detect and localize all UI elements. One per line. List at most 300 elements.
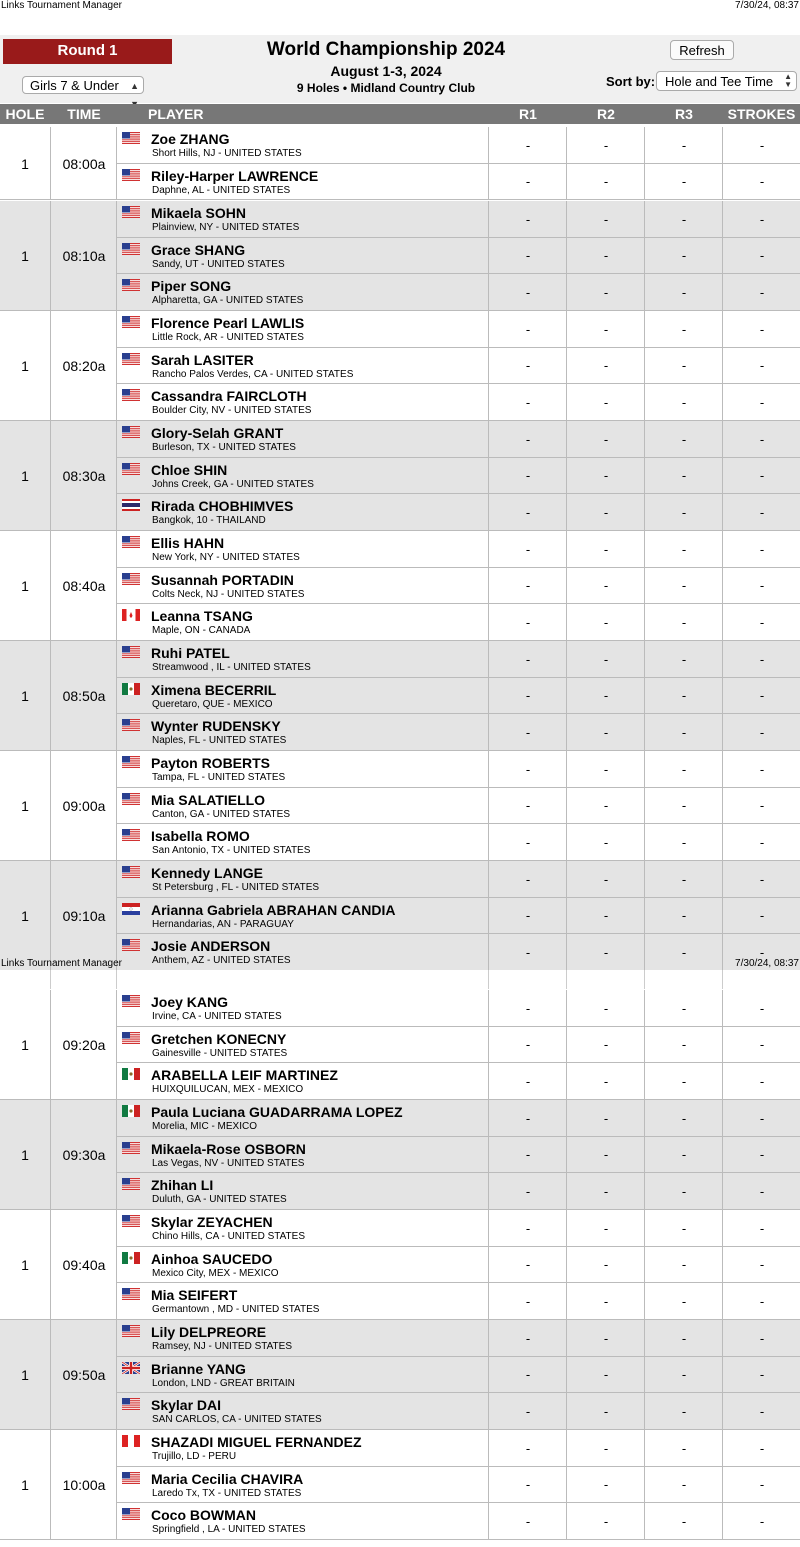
hole-cell: 1 xyxy=(21,1147,29,1163)
tee-time-cell: 08:40a xyxy=(62,578,106,594)
player-name[interactable]: Ximena BECERRIL xyxy=(151,682,277,698)
score-r2: - xyxy=(603,798,609,813)
player-location: San Antonio, TX - UNITED STATES xyxy=(152,845,311,856)
score-strokes: - xyxy=(759,468,765,483)
player-row[interactable] xyxy=(117,898,800,934)
score-r3: - xyxy=(681,1403,687,1419)
score-strokes: - xyxy=(759,798,765,813)
player-name[interactable]: Rirada CHOBHIMVES xyxy=(151,498,294,514)
score-strokes: - xyxy=(759,1147,765,1162)
flag-us-icon xyxy=(122,828,140,840)
score-r3: - xyxy=(681,1367,687,1382)
score-r3: - xyxy=(681,358,687,373)
player-name[interactable]: Maria Cecilia CHAVIRA xyxy=(151,1471,304,1487)
score-r2: - xyxy=(603,358,609,373)
score-r2: - xyxy=(603,1183,609,1199)
tee-time-group xyxy=(0,1100,800,1210)
player-location: Queretaro, QUE - MEXICO xyxy=(152,699,273,710)
score-r1: - xyxy=(525,394,531,410)
player-location: Gainesville - UNITED STATES xyxy=(152,1048,288,1059)
score-strokes: - xyxy=(759,1183,765,1199)
column-r2[interactable]: R2 xyxy=(597,106,615,122)
hole-cell: 1 xyxy=(21,1257,29,1273)
score-strokes: - xyxy=(759,431,765,447)
sort-value: Hole and Tee Time xyxy=(665,74,774,89)
print-timestamp: 7/30/24, 08:37 xyxy=(735,0,799,11)
flag-th-icon xyxy=(122,498,140,510)
score-strokes: - xyxy=(759,761,765,777)
player-location: Bangkok, 10 - THAILAND xyxy=(152,515,266,526)
tee-time-cell: 09:00a xyxy=(62,798,106,814)
flag-us-icon xyxy=(122,388,140,400)
player-location: Boulder City, NV - UNITED STATES xyxy=(152,405,312,416)
score-strokes: - xyxy=(759,1513,765,1529)
tee-time-cell: 10:00a xyxy=(62,1477,106,1493)
player-row[interactable] xyxy=(117,164,800,200)
score-r3: - xyxy=(681,394,687,410)
tee-time-group xyxy=(0,990,800,1100)
player-row[interactable] xyxy=(117,1210,800,1247)
flag-us-icon xyxy=(122,1397,140,1409)
flag-us-icon xyxy=(122,131,140,143)
score-r2: - xyxy=(603,614,609,630)
player-name[interactable]: Coco BOWMAN xyxy=(151,1507,256,1523)
tee-time-cell: 09:30a xyxy=(62,1147,106,1163)
score-strokes: - xyxy=(759,651,765,667)
tournament-header xyxy=(0,35,800,103)
page-title: World Championship 2024 xyxy=(266,39,506,60)
score-r2: - xyxy=(603,1220,609,1236)
score-strokes: - xyxy=(759,1110,765,1126)
tee-time-group xyxy=(0,1210,800,1320)
player-name[interactable]: SHAZADI MIGUEL FERNANDEZ xyxy=(151,1434,362,1450)
player-row[interactable] xyxy=(117,641,800,678)
player-row[interactable] xyxy=(117,1320,800,1357)
player-name[interactable]: Lily DELPREORE xyxy=(151,1324,267,1340)
player-location: Anthem, AZ - UNITED STATES xyxy=(152,955,291,966)
tee-time-group xyxy=(0,751,800,861)
hole-cell: 1 xyxy=(21,1367,29,1383)
hole-cell: 1 xyxy=(21,908,29,924)
score-r1: - xyxy=(525,321,531,337)
player-location: Johns Creek, GA - UNITED STATES xyxy=(152,479,314,490)
sort-select[interactable] xyxy=(656,71,797,91)
score-strokes: - xyxy=(759,614,765,630)
score-strokes: - xyxy=(759,504,765,520)
player-row[interactable] xyxy=(117,1247,800,1283)
score-r1: - xyxy=(525,1073,531,1089)
player-location: Ramsey, NJ - UNITED STATES xyxy=(152,1341,293,1352)
player-row[interactable] xyxy=(117,238,800,274)
score-r3: - xyxy=(681,578,687,593)
score-r1: - xyxy=(525,1183,531,1199)
print-app-name: Links Tournament Manager xyxy=(1,958,122,969)
player-row[interactable] xyxy=(117,1100,800,1137)
player-row[interactable] xyxy=(117,990,800,1027)
player-row[interactable] xyxy=(117,531,800,568)
score-r3: - xyxy=(681,834,687,850)
tee-time-group xyxy=(0,861,800,971)
player-row[interactable] xyxy=(117,201,800,238)
score-r2: - xyxy=(603,211,609,227)
score-r1: - xyxy=(525,541,531,557)
player-name[interactable]: Mia SALATIELLO xyxy=(151,792,266,808)
tee-time-cell: 09:20a xyxy=(62,1037,106,1053)
player-row[interactable] xyxy=(117,1283,800,1320)
player-location: London, LND - GREAT BRITAIN xyxy=(152,1378,295,1389)
player-row[interactable] xyxy=(117,861,800,898)
player-row[interactable] xyxy=(117,127,800,164)
print-app-name: Links Tournament Manager xyxy=(1,0,122,11)
score-r1: - xyxy=(525,1293,531,1309)
flag-us-icon xyxy=(122,1177,140,1189)
score-r2: - xyxy=(603,321,609,337)
score-strokes: - xyxy=(759,284,765,300)
score-r3: - xyxy=(681,908,687,923)
select-arrows-icon: ▲ xyxy=(130,81,139,91)
score-strokes: - xyxy=(759,1477,765,1492)
score-r1: - xyxy=(525,248,531,263)
score-r1: - xyxy=(525,1110,531,1126)
player-row[interactable] xyxy=(117,311,800,348)
score-r1: - xyxy=(525,137,531,153)
course-info: 9 Holes • Midland Country Club xyxy=(296,81,476,95)
score-r3: - xyxy=(681,137,687,153)
player-row[interactable] xyxy=(117,458,800,494)
column-player[interactable]: PLAYER xyxy=(148,106,204,122)
player-name[interactable]: Piper SONG xyxy=(151,278,232,294)
column-time[interactable]: TIME xyxy=(67,106,101,122)
tee-time-cell: 09:40a xyxy=(62,1257,106,1273)
player-name[interactable]: Cassandra FAIRCLOTH xyxy=(151,388,307,404)
player-name[interactable]: Gretchen KONECNY xyxy=(151,1031,287,1047)
refresh-button[interactable]: Refresh xyxy=(670,40,734,60)
hole-cell: 1 xyxy=(21,688,29,704)
player-row[interactable] xyxy=(117,678,800,714)
player-row[interactable] xyxy=(117,348,800,384)
player-name[interactable]: Zoe ZHANG xyxy=(151,131,230,147)
flag-mx-icon xyxy=(122,682,140,694)
flag-us-icon xyxy=(122,865,140,877)
score-r1: - xyxy=(525,944,531,960)
flag-gb-icon xyxy=(122,1361,140,1373)
flag-mx-icon xyxy=(122,1251,140,1263)
score-r2: - xyxy=(603,871,609,887)
score-r3: - xyxy=(681,1183,687,1199)
tee-time-group xyxy=(0,1320,800,1430)
player-row[interactable] xyxy=(117,494,800,531)
score-r2: - xyxy=(603,1330,609,1346)
score-r1: - xyxy=(525,578,531,593)
player-row[interactable] xyxy=(117,1173,800,1210)
player-location: Burleson, TX - UNITED STATES xyxy=(152,442,296,453)
score-r3: - xyxy=(681,468,687,483)
player-name[interactable]: Skylar DAI xyxy=(151,1397,222,1413)
score-r1: - xyxy=(525,284,531,300)
flag-us-icon xyxy=(122,352,140,364)
player-row[interactable] xyxy=(117,604,800,641)
score-r2: - xyxy=(603,908,609,923)
score-r3: - xyxy=(681,541,687,557)
player-location: Laredo Tx, TX - UNITED STATES xyxy=(152,1488,302,1499)
score-r3: - xyxy=(681,1037,687,1052)
player-location: HUIXQUILUCAN, MEX - MEXICO xyxy=(152,1084,304,1095)
score-r2: - xyxy=(603,1477,609,1492)
flag-us-icon xyxy=(122,425,140,437)
score-r1: - xyxy=(525,834,531,850)
player-name[interactable]: Ruhi PATEL xyxy=(151,645,230,661)
score-strokes: - xyxy=(759,1293,765,1309)
score-r3: - xyxy=(681,1477,687,1492)
player-name[interactable]: Arianna Gabriela ABRAHAN CANDIA xyxy=(151,902,396,918)
score-r1: - xyxy=(525,1037,531,1052)
tee-time-cell: 08:50a xyxy=(62,688,106,704)
score-r3: - xyxy=(681,761,687,777)
hole-cell: 1 xyxy=(21,155,29,172)
score-r1: - xyxy=(525,871,531,887)
score-r2: - xyxy=(603,724,609,740)
score-r1: - xyxy=(525,1513,531,1529)
player-name[interactable]: Mikaela SOHN xyxy=(151,205,246,221)
player-location: Tampa, FL - UNITED STATES xyxy=(152,772,286,783)
score-r2: - xyxy=(603,541,609,557)
player-name[interactable]: Brianne YANG xyxy=(151,1361,246,1377)
tee-time-group xyxy=(0,641,800,751)
player-row[interactable] xyxy=(117,1137,800,1173)
score-strokes: - xyxy=(759,1257,765,1272)
division-select[interactable] xyxy=(22,76,144,94)
score-r3: - xyxy=(681,174,687,189)
score-r3: - xyxy=(681,1257,687,1272)
score-r2: - xyxy=(603,468,609,483)
score-r3: - xyxy=(681,284,687,300)
flag-us-icon xyxy=(122,278,140,290)
player-name[interactable]: Paula Luciana GUADARRAMA LOPEZ xyxy=(151,1104,403,1120)
score-r1: - xyxy=(525,724,531,740)
flag-us-icon xyxy=(122,994,140,1006)
print-header-top xyxy=(0,0,800,11)
column-strokes[interactable]: STROKES xyxy=(727,106,796,122)
hole-cell: 1 xyxy=(21,578,29,594)
score-r3: - xyxy=(681,431,687,447)
player-name[interactable]: Florence Pearl LAWLIS xyxy=(151,315,305,331)
score-strokes: - xyxy=(759,1330,765,1346)
player-name[interactable]: Ellis HAHN xyxy=(151,535,225,551)
score-r1: - xyxy=(525,1257,531,1272)
player-location: Duluth, GA - UNITED STATES xyxy=(152,1194,287,1205)
flag-us-icon xyxy=(122,755,140,767)
score-strokes: - xyxy=(759,834,765,850)
player-name[interactable]: Skylar ZEYACHEN xyxy=(151,1214,273,1230)
score-r3: - xyxy=(681,1147,687,1162)
player-row[interactable] xyxy=(117,824,800,861)
player-location: Alpharetta, GA - UNITED STATES xyxy=(152,295,304,306)
table-header xyxy=(0,104,800,124)
player-name[interactable]: Glory-Selah GRANT xyxy=(151,425,284,441)
column-r1[interactable]: R1 xyxy=(519,106,537,122)
flag-pe-icon xyxy=(122,1434,140,1446)
score-r3: - xyxy=(681,1000,687,1016)
score-r1: - xyxy=(525,504,531,520)
flag-mx-icon xyxy=(122,1067,140,1079)
player-name[interactable]: Susannah PORTADIN xyxy=(151,572,294,588)
score-r1: - xyxy=(525,1147,531,1162)
score-r2: - xyxy=(603,578,609,593)
player-location: Maple, ON - CANADA xyxy=(152,625,251,636)
column-hole[interactable]: HOLE xyxy=(5,106,45,122)
player-location: Chino Hills, CA - UNITED STATES xyxy=(152,1231,305,1242)
player-name[interactable]: Josie ANDERSON xyxy=(151,938,271,954)
player-name[interactable]: Payton ROBERTS xyxy=(151,755,271,771)
score-r3: - xyxy=(681,944,687,960)
score-r2: - xyxy=(603,1037,609,1052)
player-name[interactable]: ARABELLA LEIF MARTINEZ xyxy=(151,1067,338,1083)
player-name[interactable]: Riley-Harper LAWRENCE xyxy=(151,168,319,184)
flag-us-icon xyxy=(122,1214,140,1226)
tee-time-group xyxy=(0,311,800,421)
flag-us-icon xyxy=(122,242,140,254)
score-r2: - xyxy=(603,1440,609,1456)
player-location: Daphne, AL - UNITED STATES xyxy=(152,185,291,196)
score-r3: - xyxy=(681,871,687,887)
player-location: Irvine, CA - UNITED STATES xyxy=(152,1011,282,1022)
flag-us-icon xyxy=(122,1324,140,1336)
player-row[interactable] xyxy=(117,1357,800,1393)
division-value: Girls 7 & Under xyxy=(30,78,119,93)
score-strokes: - xyxy=(759,211,765,227)
player-name[interactable]: Joey KANG xyxy=(151,994,229,1010)
title-block xyxy=(200,35,572,97)
score-r2: - xyxy=(603,688,609,703)
player-location: New York, NY - UNITED STATES xyxy=(152,552,300,563)
score-r1: - xyxy=(525,358,531,373)
score-r1: - xyxy=(525,614,531,630)
player-row[interactable] xyxy=(117,274,800,311)
flag-us-icon xyxy=(122,1471,140,1483)
player-location: Hernandarias, AN - PARAGUAY xyxy=(152,919,294,930)
score-r2: - xyxy=(603,248,609,263)
player-name[interactable]: Wynter RUDENSKY xyxy=(151,718,281,734)
player-location: St Petersburg , FL - UNITED STATES xyxy=(152,882,320,893)
score-r1: - xyxy=(525,1330,531,1346)
score-r3: - xyxy=(681,1293,687,1309)
flag-us-icon xyxy=(122,462,140,474)
flag-us-icon xyxy=(122,315,140,327)
player-row[interactable] xyxy=(117,1393,800,1430)
score-r2: - xyxy=(603,1367,609,1382)
score-strokes: - xyxy=(759,724,765,740)
score-strokes: - xyxy=(759,394,765,410)
score-r2: - xyxy=(603,761,609,777)
player-row[interactable] xyxy=(117,751,800,788)
player-location: Streamwood , IL - UNITED STATES xyxy=(152,662,311,673)
tee-time-group xyxy=(0,127,800,200)
score-r2: - xyxy=(603,1513,609,1529)
score-strokes: - xyxy=(759,1000,765,1016)
player-location: Springfield , LA - UNITED STATES xyxy=(152,1524,306,1535)
score-r1: - xyxy=(525,174,531,189)
hole-cell: 1 xyxy=(21,1477,29,1493)
score-r1: - xyxy=(525,761,531,777)
hole-cell: 1 xyxy=(21,358,29,374)
player-location: Mexico City, MEX - MEXICO xyxy=(152,1268,279,1279)
player-row[interactable] xyxy=(117,568,800,604)
score-strokes: - xyxy=(759,248,765,263)
score-r2: - xyxy=(603,1293,609,1309)
score-r3: - xyxy=(681,248,687,263)
player-row[interactable] xyxy=(117,421,800,458)
score-r1: - xyxy=(525,1000,531,1016)
tee-time-group xyxy=(0,201,800,311)
player-name[interactable]: Chloe SHIN xyxy=(151,462,228,478)
score-r1: - xyxy=(525,1477,531,1492)
score-r2: - xyxy=(603,1110,609,1126)
score-r1: - xyxy=(525,1440,531,1456)
player-name[interactable]: Leanna TSANG xyxy=(151,608,253,624)
player-row[interactable] xyxy=(117,1430,800,1467)
player-name[interactable]: Ainhoa SAUCEDO xyxy=(151,1251,273,1267)
score-r3: - xyxy=(681,688,687,703)
tee-time-cell: 08:00a xyxy=(62,155,106,172)
score-r3: - xyxy=(681,211,687,227)
round-button[interactable]: Round 1 xyxy=(3,39,172,64)
score-r3: - xyxy=(681,651,687,667)
player-row[interactable] xyxy=(117,788,800,824)
score-r3: - xyxy=(681,1220,687,1236)
flag-us-icon xyxy=(122,1141,140,1153)
hole-cell: 1 xyxy=(21,468,29,484)
score-r1: - xyxy=(525,211,531,227)
player-row[interactable] xyxy=(117,714,800,751)
print-header-page2 xyxy=(0,958,800,969)
player-name[interactable]: Kennedy LANGE xyxy=(151,865,264,881)
score-r1: - xyxy=(525,651,531,667)
score-r3: - xyxy=(681,321,687,337)
player-name[interactable]: Mia SEIFERT xyxy=(151,1287,238,1303)
column-r3[interactable]: R3 xyxy=(675,106,693,122)
select-arrows-icon: ▲ ▼ xyxy=(784,72,792,89)
score-r3: - xyxy=(681,504,687,520)
score-r1: - xyxy=(525,468,531,483)
score-strokes: - xyxy=(759,944,765,960)
score-r3: - xyxy=(681,1440,687,1456)
score-r3: - xyxy=(681,614,687,630)
player-name[interactable]: Zhihan LI xyxy=(151,1177,214,1193)
player-name[interactable]: Sarah LASITER xyxy=(151,352,254,368)
player-row[interactable] xyxy=(117,1027,800,1063)
hole-cell: 1 xyxy=(21,798,29,814)
score-strokes: - xyxy=(759,1403,765,1419)
player-name[interactable]: Isabella ROMO xyxy=(151,828,250,844)
player-row[interactable] xyxy=(117,1063,800,1100)
score-r3: - xyxy=(681,798,687,813)
player-row[interactable] xyxy=(117,1467,800,1503)
tee-time-cell: 08:10a xyxy=(62,248,106,264)
player-location: Short Hills, NJ - UNITED STATES xyxy=(152,148,302,159)
hole-cell: 1 xyxy=(21,1037,29,1053)
flag-ca-icon xyxy=(122,608,140,620)
sort-label: Sort by: xyxy=(606,74,656,89)
score-strokes: - xyxy=(759,1073,765,1089)
player-row[interactable] xyxy=(117,1503,800,1540)
player-row[interactable] xyxy=(117,384,800,421)
tee-time-group xyxy=(0,421,800,531)
player-name[interactable]: Mikaela-Rose OSBORN xyxy=(151,1141,306,1157)
score-r2: - xyxy=(603,651,609,667)
player-name[interactable]: Grace SHANG xyxy=(151,242,246,258)
score-strokes: - xyxy=(759,174,765,189)
flag-mx-icon xyxy=(122,1104,140,1116)
